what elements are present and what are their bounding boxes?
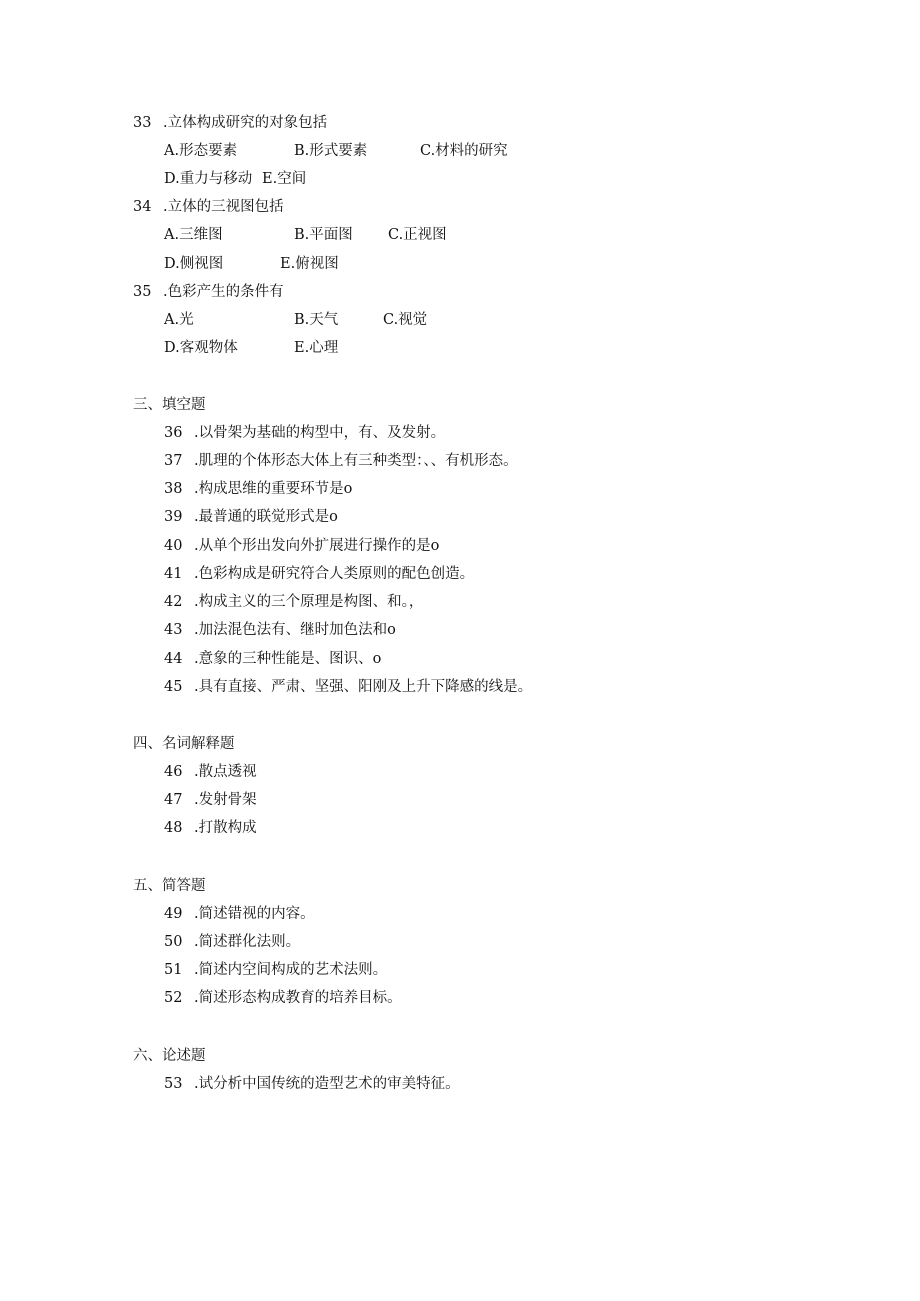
option-b: B.形式要素 xyxy=(294,143,368,159)
question-48 xyxy=(164,818,257,838)
question-text: .色彩构成是研究符合人类原则的配色创造。 xyxy=(194,566,475,582)
question-number: 38 xyxy=(164,481,183,497)
question-text: .散点透视 xyxy=(194,764,257,780)
option-c: C.视觉 xyxy=(383,312,428,328)
option-b: B.天气 xyxy=(294,312,339,328)
question-text: .从单个形出发向外扩展进行操作的是o xyxy=(194,538,440,554)
section-title-essay: 六、论述题 xyxy=(133,1048,206,1064)
question-text: .简述群化法则。 xyxy=(194,934,301,950)
question-38 xyxy=(164,479,352,499)
option-e: E.俯视图 xyxy=(280,256,339,272)
question-37 xyxy=(164,451,518,471)
question-number: 46 xyxy=(164,764,183,780)
question-44 xyxy=(164,649,381,669)
question-45 xyxy=(164,677,532,697)
option-c: C.材料的研究 xyxy=(420,143,508,159)
question-text: .简述形态构成教育的培养目标。 xyxy=(194,990,402,1006)
question-text: .发射骨架 xyxy=(194,792,257,808)
option-e: E.心理 xyxy=(294,340,339,356)
question-40 xyxy=(164,536,439,556)
question-number: 35 xyxy=(133,284,152,300)
question-text: .最普通的联觉形式是o xyxy=(194,509,338,525)
option-d: D.客观物体 xyxy=(164,340,238,356)
option-a: A.三维图 xyxy=(164,227,223,243)
question-50 xyxy=(164,932,300,952)
question-35 xyxy=(133,282,284,302)
question-42 xyxy=(164,592,423,612)
question-number: 49 xyxy=(164,906,183,922)
question-53 xyxy=(164,1074,460,1094)
question-number: 44 xyxy=(164,651,183,667)
question-52 xyxy=(164,988,402,1008)
question-number: 53 xyxy=(164,1076,183,1092)
section-title-fill-blank: 三、填空题 xyxy=(133,397,206,413)
question-number: 52 xyxy=(164,990,183,1006)
question-text: .简述内空间构成的艺术法则。 xyxy=(194,962,388,978)
question-41 xyxy=(164,564,474,584)
question-text: .肌理的个体形态大体上有三种类型：、、有机形态。 xyxy=(194,453,518,469)
question-46 xyxy=(164,762,257,782)
option-a: A.形态要素 xyxy=(164,143,238,159)
question-number: 34 xyxy=(133,199,152,215)
question-34 xyxy=(133,197,284,217)
question-number: 33 xyxy=(133,115,152,131)
question-text: .构成思维的重要环节是o xyxy=(194,481,353,497)
question-number: 40 xyxy=(164,538,183,554)
question-number: 47 xyxy=(164,792,183,808)
question-text: .以骨架为基础的构型中，有、及发射。 xyxy=(194,425,446,441)
question-43 xyxy=(164,620,396,640)
question-number: 43 xyxy=(164,622,183,638)
option-e: E.空间 xyxy=(262,171,307,187)
option-d: D.侧视图 xyxy=(164,256,224,272)
question-number: 39 xyxy=(164,509,183,525)
question-number: 48 xyxy=(164,820,183,836)
question-36 xyxy=(164,423,445,443)
question-text: .立体构成研究的对象包括 xyxy=(163,115,328,131)
question-text: .具有直接、严肃、坚强、阳刚及上升下降感的线是。 xyxy=(194,679,533,695)
question-number: 42 xyxy=(164,594,183,610)
option-b: B.平面图 xyxy=(294,227,353,243)
question-text: .加法混色法有、继时加色法和o xyxy=(194,622,396,638)
option-c: C.正视图 xyxy=(388,227,447,243)
question-number: 45 xyxy=(164,679,183,695)
question-text: .色彩产生的条件有 xyxy=(163,284,284,300)
option-d: D.重力与移动 xyxy=(164,171,253,187)
section-title-term-explanation: 四、名词解释题 xyxy=(133,736,235,752)
question-text: .构成主义的三个原理是构图、和。， xyxy=(194,594,424,610)
question-number: 36 xyxy=(164,425,183,441)
question-text: .意象的三种性能是、图识、o xyxy=(194,651,382,667)
question-text: .立体的三视图包括 xyxy=(163,199,284,215)
question-text: .试分析中国传统的造型艺术的审美特征。 xyxy=(194,1076,460,1092)
question-47 xyxy=(164,790,257,810)
question-49 xyxy=(164,904,315,924)
question-text: .打散构成 xyxy=(194,820,257,836)
question-number: 51 xyxy=(164,962,183,978)
section-title-short-answer: 五、简答题 xyxy=(133,878,206,894)
question-39 xyxy=(164,507,338,527)
question-number: 50 xyxy=(164,934,183,950)
question-51 xyxy=(164,960,387,980)
question-33 xyxy=(133,113,327,133)
question-number: 37 xyxy=(164,453,183,469)
question-number: 41 xyxy=(164,566,183,582)
question-text: .简述错视的内容。 xyxy=(194,906,315,922)
option-a: A.光 xyxy=(164,312,194,328)
